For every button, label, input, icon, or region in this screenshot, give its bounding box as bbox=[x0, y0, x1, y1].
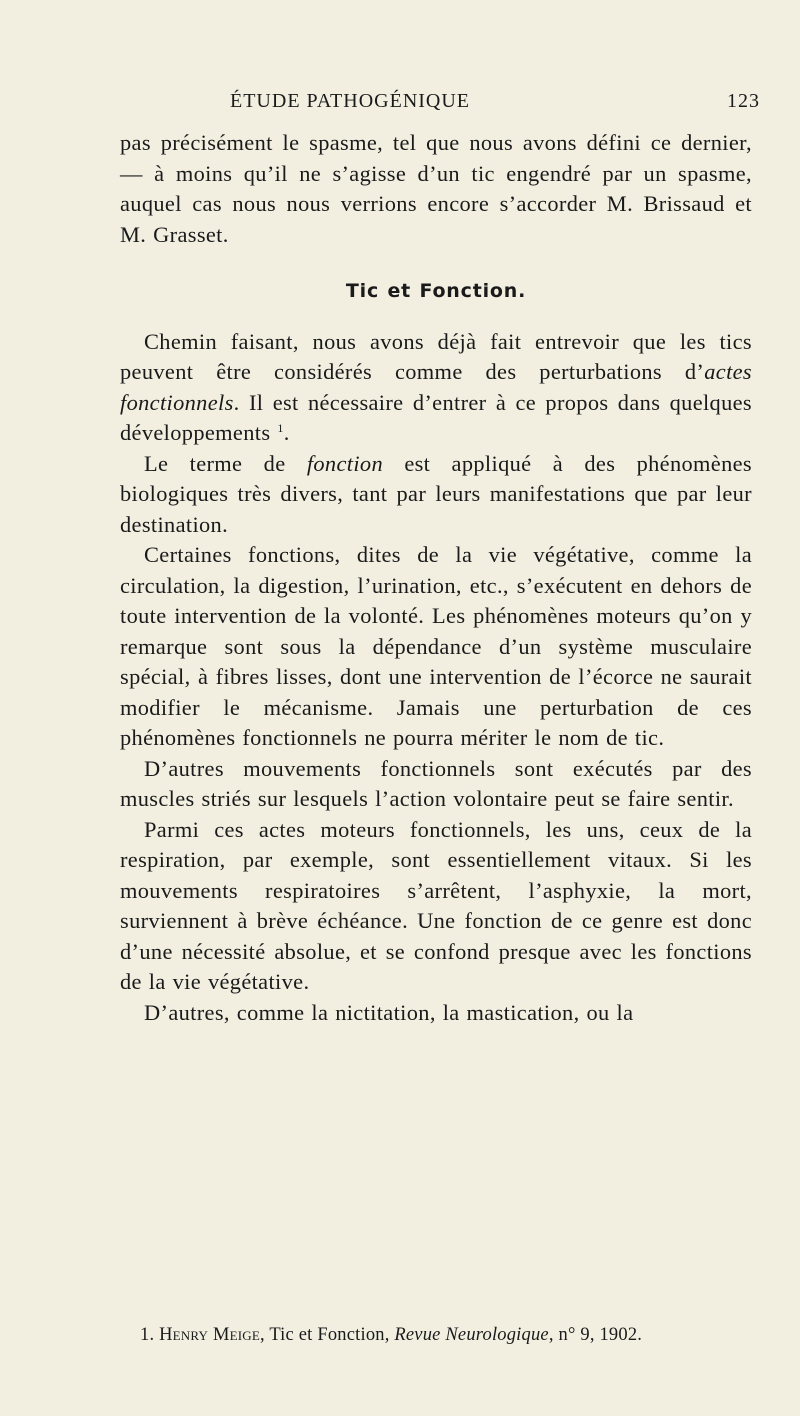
italic-term: actes fonctionnels bbox=[120, 359, 752, 415]
italic-term: fonction bbox=[306, 450, 383, 476]
page-number: 123 bbox=[727, 90, 760, 112]
footnote-author: Henry Meige bbox=[159, 1325, 261, 1345]
paragraph-text: . Il est nécessaire d’entrer à ce propos dans quelques développements bbox=[120, 389, 752, 445]
footnote-text: , Tic et Fonction, bbox=[260, 1325, 395, 1345]
footnote-journal: Revue Neurologique bbox=[394, 1325, 549, 1345]
paragraph: D’autres, comme la nictitation, la mastication, ou la bbox=[144, 999, 634, 1025]
body-text bbox=[120, 128, 752, 1028]
paragraph-text: . bbox=[283, 420, 290, 445]
paragraph: Parmi ces actes moteurs fonctionnels, les uns, ceux de la respiration, par exemple, sont essentiellement vitaux. Si les mouvements respiratoires s’arrêtent, l’asphyxie, la mort, surviennent à brève échéance. Une fonction de ce genre est donc d’une nécessité absolue, et se confond presque avec les fonctions de la vie végétative. bbox=[120, 816, 752, 994]
paragraph: Certaines fonctions, dites de la vie végétative, comme la circulation, la digestion, l’urination, etc., s’exécutent en dehors de toute intervention de la volonté. Les phénomènes moteurs qu’on y remarque sont sous la dépendance d’un système musculaire spécial, à fibres lisses, dont une intervention de l’écorce ne saurait modifier le mécanisme. Jamais une perturbation de ces phénomènes fonctionnels ne pourra mériter le nom de tic. bbox=[120, 542, 752, 750]
paragraph bbox=[120, 449, 752, 541]
footnote-issue: , n° 9, 1902. bbox=[548, 1325, 643, 1345]
section-title: Tic et Fonction. bbox=[345, 280, 527, 302]
paragraph-continuation: pas précisément le spasme, tel que nous avons défini ce dernier, — à moins qu’il ne s’agisse d’un tic engendré par un spasme, auquel cas nous nous verrions encore s’accorder M. Brissaud et M. Grasset. bbox=[120, 130, 752, 247]
paragraph-text: Chemin faisant, nous avons déjà fait entrevoir que les tics peuvent être considérés comme des perturbations d’ bbox=[120, 328, 752, 384]
paragraph-text: Le terme de bbox=[144, 450, 307, 476]
running-head-title: ÉTUDE PATHOGÉNIQUE bbox=[230, 90, 471, 112]
footnote-marker: 1 bbox=[277, 421, 284, 435]
paragraph: D’autres mouvements fonctionnels sont exécutés par des muscles striés sur lesquels l’action volontaire peut se faire sentir. bbox=[120, 755, 752, 811]
running-head bbox=[130, 90, 800, 114]
footnote-number: 1. bbox=[140, 1325, 155, 1345]
footnote bbox=[140, 1323, 780, 1347]
paragraph-text: est appliqué à des phénomènes biologiques très divers, tant par leurs manifestations que par leur destination. bbox=[120, 450, 752, 537]
paragraph bbox=[120, 327, 752, 449]
